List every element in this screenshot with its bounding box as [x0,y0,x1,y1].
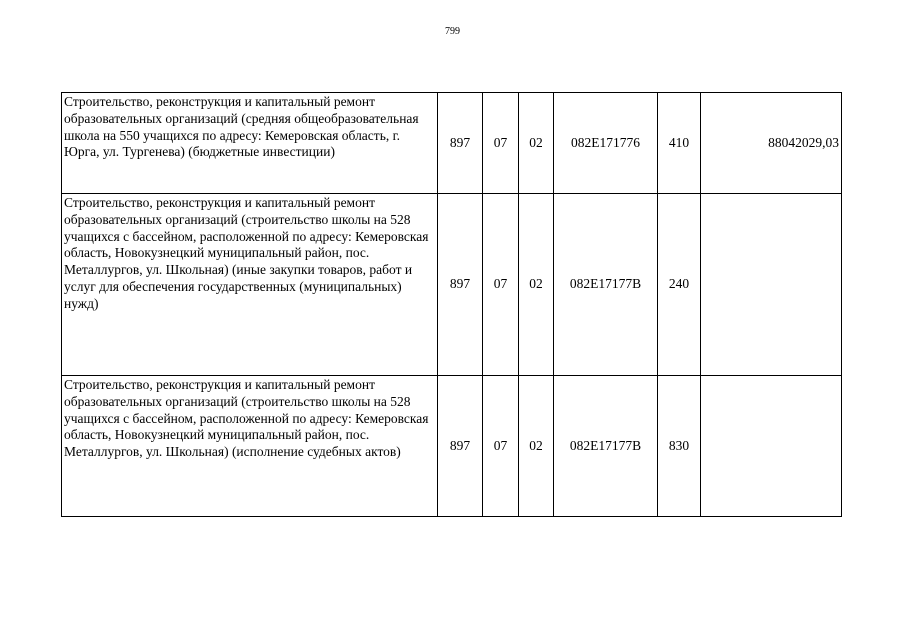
target-article-code: 082E171776 [554,93,658,194]
page-number: 799 [445,26,460,37]
section-code: 07 [483,194,519,376]
table-row [62,194,842,376]
expense-type-code: 240 [658,194,701,376]
amount-cell: 88042029,03 [701,93,842,194]
table-row [62,376,842,517]
target-article-code: 082E17177В [554,194,658,376]
budget-table [61,92,842,517]
table-row [62,93,842,194]
row-description: Строительство, реконструкция и капитальный ремонт образовательных организаций (строительство школы на 528 учащихся с бассейном, расположенной по адресу: Кемеровская область, Новокузнецкий муниципальный район, пос. Металлургов, ул. Школьная) (иные закупки товаров, работ и услуг для обеспечения государственных (муниципальных) нужд) [62,194,438,376]
grbs-code: 897 [438,376,483,517]
grbs-code: 897 [438,93,483,194]
row-description: Строительство, реконструкция и капитальный ремонт образовательных организаций (строительство школы на 528 учащихся с бассейном, расположенной по адресу: Кемеровская область, Новокузнецкий муниципальный район, пос. Металлургов, ул. Школьная) (исполнение судебных актов) [62,376,438,517]
expense-type-code: 410 [658,93,701,194]
amount-cell [701,194,842,376]
grbs-code: 897 [438,194,483,376]
expense-type-code: 830 [658,376,701,517]
row-description: Строительство, реконструкция и капитальный ремонт образовательных организаций (средняя общеобразовательная школа на 550 учащихся по адресу: Кемеровская область, г. Юрга, ул. Тургенева) (бюджетные инвестиции) [62,93,438,194]
section-code: 07 [483,376,519,517]
amount-cell [701,376,842,517]
target-article-code: 082E17177В [554,376,658,517]
subsection-code: 02 [519,93,554,194]
section-code: 07 [483,93,519,194]
subsection-code: 02 [519,376,554,517]
subsection-code: 02 [519,194,554,376]
